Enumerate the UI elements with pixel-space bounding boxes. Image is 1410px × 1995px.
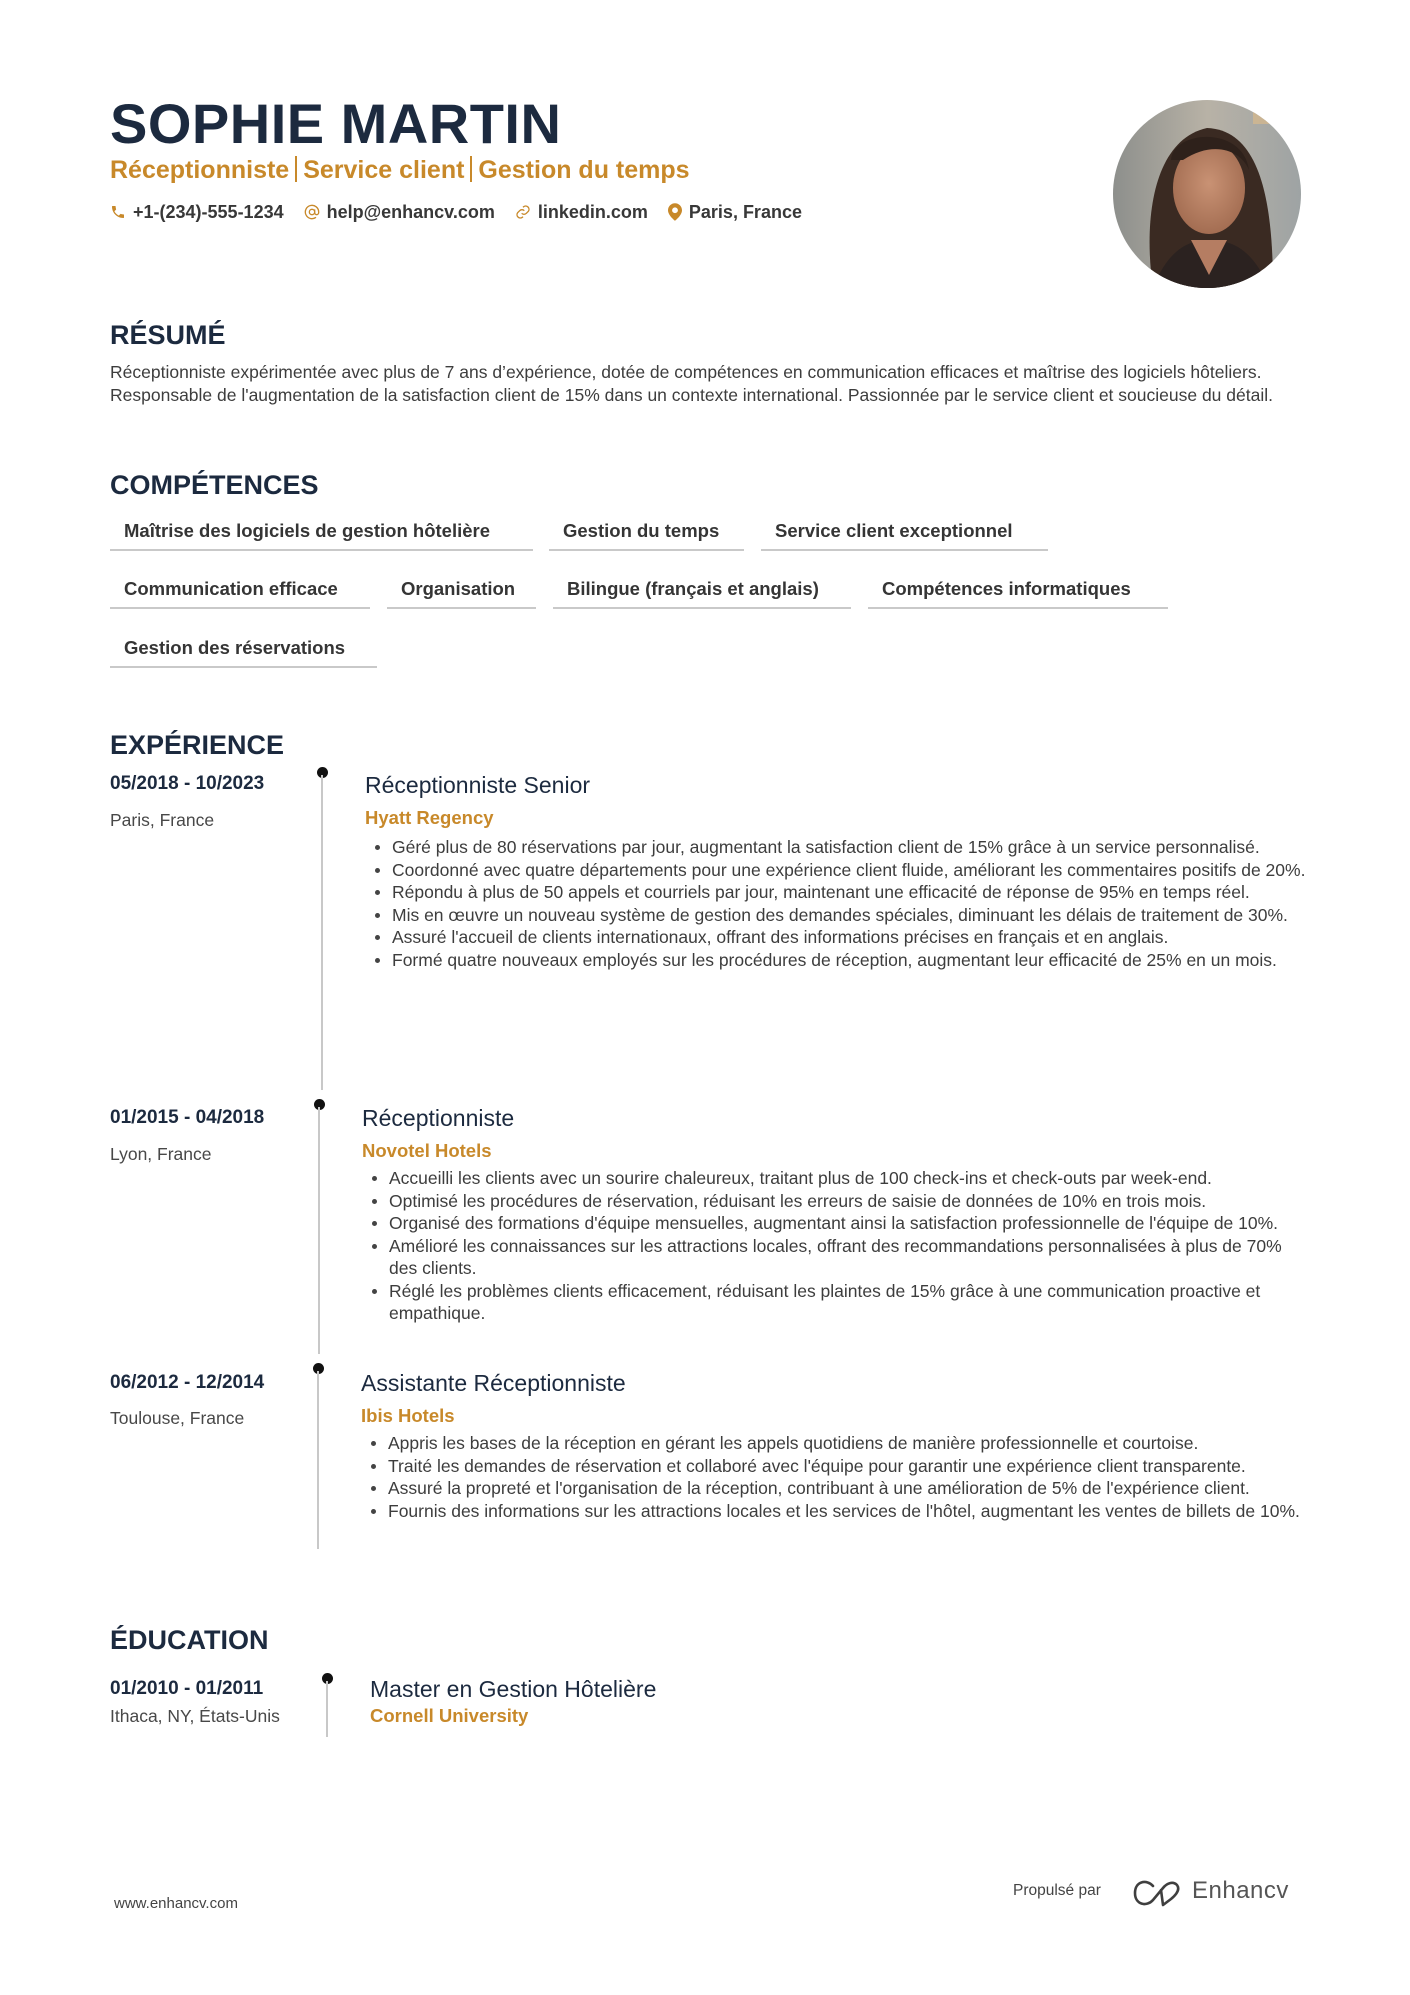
powered-by-label: Propulsé par [1013, 1882, 1101, 1899]
skill-tag: Maîtrise des logiciels de gestion hôtelière [110, 516, 533, 551]
skill-tag: Bilingue (français et anglais) [553, 574, 851, 609]
education-dates: 01/2010 - 01/2011 [110, 1678, 264, 1699]
enhancv-logo-text: Enhancv [1192, 1877, 1289, 1904]
headline-part: Service client [303, 156, 465, 184]
bullet-item: Fournis des informations sur les attractions locales et les services de l'hôtel, augmentant les ventes de billets de 10%. [365, 1500, 1310, 1523]
skill-tag: Gestion du temps [549, 516, 744, 551]
job-bullets [366, 1167, 1311, 1325]
map-pin-icon [668, 203, 682, 221]
bullet-item: Formé quatre nouveaux employés sur les procédures de réception, augmentant leur efficacité de 25% en un mois. [369, 949, 1309, 972]
education-location: Ithaca, NY, États-Unis [110, 1706, 280, 1726]
headline [110, 155, 690, 185]
timeline-line [317, 1371, 319, 1549]
timeline-line [326, 1681, 328, 1737]
job-title: Réceptionniste [362, 1105, 515, 1131]
skill-tag: Compétences informatiques [868, 574, 1168, 609]
phone-icon [110, 204, 126, 220]
footer-url[interactable]: www.enhancv.com [114, 1895, 238, 1912]
contact-linkedin[interactable] [515, 201, 648, 223]
phone-text: +1-(234)-555-1234 [133, 202, 284, 222]
bullet-item: Accueilli les clients avec un sourire chaleureux, traitant plus de 100 check-ins et check-outs par week-end. [366, 1167, 1311, 1190]
section-heading-education: ÉDUCATION [110, 1625, 269, 1655]
bullet-item: Coordonné avec quatre départements pour une expérience client fluide, améliorant les commentaires positifs de 20%. [369, 859, 1309, 882]
company-name: Novotel Hotels [362, 1140, 492, 1161]
headline-part: Gestion du temps [478, 156, 690, 184]
separator [295, 156, 297, 182]
location-text: Paris, France [688, 202, 802, 222]
contact-phone[interactable] [110, 201, 284, 223]
company-name: Ibis Hotels [361, 1405, 455, 1426]
enhancv-logo-icon [1133, 1878, 1181, 1913]
section-heading-skills: COMPÉTENCES [110, 470, 319, 500]
contact-email[interactable] [304, 201, 495, 223]
degree-title: Master en Gestion Hôtelière [370, 1676, 657, 1702]
bullet-item: Répondu à plus de 50 appels et courriels par jour, maintenant une efficacité de réponse de 95% en temps réel. [369, 881, 1309, 904]
skill-tag: Service client exceptionnel [761, 516, 1048, 551]
separator [470, 156, 472, 182]
bullet-item: Mis en œuvre un nouveau système de gestion des demandes spéciales, diminuant les délais de traitement de 30%. [369, 904, 1309, 927]
summary-text: Réceptionniste expérimentée avec plus de 7 ans d’expérience, dotée de compétences en communication efficaces et maîtrise des logiciels hôteliers. Responsable de l'augmentation de la satisfaction client de 15% dans un contexte international. Passionnée par le service client et soucieuse du détail. [110, 362, 1273, 405]
job-dates: 06/2012 - 12/2014 [110, 1372, 265, 1393]
section-heading-summary: RÉSUMÉ [110, 320, 226, 350]
bullet-item: Optimisé les procédures de réservation, réduisant les erreurs de saisie de données de 10% en trois mois. [366, 1190, 1311, 1213]
linkedin-text: linkedin.com [537, 202, 648, 222]
job-dates: 05/2018 - 10/2023 [110, 773, 265, 794]
skill-tag: Communication efficace [110, 574, 370, 609]
at-icon [304, 204, 320, 220]
skill-tag: Gestion des réservations [110, 633, 377, 668]
skill-tag: Organisation [387, 574, 536, 609]
job-title: Réceptionniste Senior [365, 772, 591, 798]
job-title: Assistante Réceptionniste [361, 1370, 626, 1396]
timeline-line [321, 775, 323, 1090]
contact-location [668, 201, 802, 223]
job-bullets [365, 1432, 1310, 1522]
bullet-item: Réglé les problèmes clients efficacement, réduisant les plaintes de 15% grâce à une communication proactive et empathique. [366, 1280, 1311, 1325]
bullet-item: Appris les bases de la réception en gérant les appels quotidiens de manière professionnelle et courtoise. [365, 1432, 1310, 1455]
section-heading-experience: EXPÉRIENCE [110, 730, 285, 760]
bullet-item: Amélioré les connaissances sur les attractions locales, offrant des recommandations personnalisées à plus de 70% des clients. [366, 1235, 1311, 1280]
bullet-item: Assuré l'accueil de clients internationaux, offrant des informations précises en français et en anglais. [369, 926, 1309, 949]
timeline-line [318, 1107, 320, 1354]
bullet-item: Géré plus de 80 réservations par jour, augmentant la satisfaction client de 15% grâce à un service personnalisé. [369, 836, 1309, 859]
bullet-item: Organisé des formations d'équipe mensuelles, augmentant ainsi la satisfaction professionnelle de l'équipe de 10%. [366, 1212, 1311, 1235]
candidate-name: SOPHIE MARTIN [110, 92, 562, 155]
headline-part: Réceptionniste [110, 156, 290, 184]
job-location: Paris, France [110, 810, 215, 830]
job-bullets [369, 836, 1309, 971]
bullet-item: Traité les demandes de réservation et collaboré avec l'équipe pour garantir une expérience client transparente. [365, 1455, 1310, 1478]
contact-row [110, 201, 802, 223]
link-icon [515, 204, 531, 220]
company-name: Hyatt Regency [365, 807, 494, 828]
job-location: Lyon, France [110, 1144, 212, 1164]
profile-photo [1113, 100, 1301, 288]
bullet-item: Assuré la propreté et l'organisation de la réception, contribuant à une amélioration de 5% de l'expérience client. [365, 1477, 1310, 1500]
email-text: help@enhancv.com [326, 202, 495, 222]
job-location: Toulouse, France [110, 1408, 245, 1428]
school-name: Cornell University [370, 1705, 529, 1726]
job-dates: 01/2015 - 04/2018 [110, 1107, 265, 1128]
